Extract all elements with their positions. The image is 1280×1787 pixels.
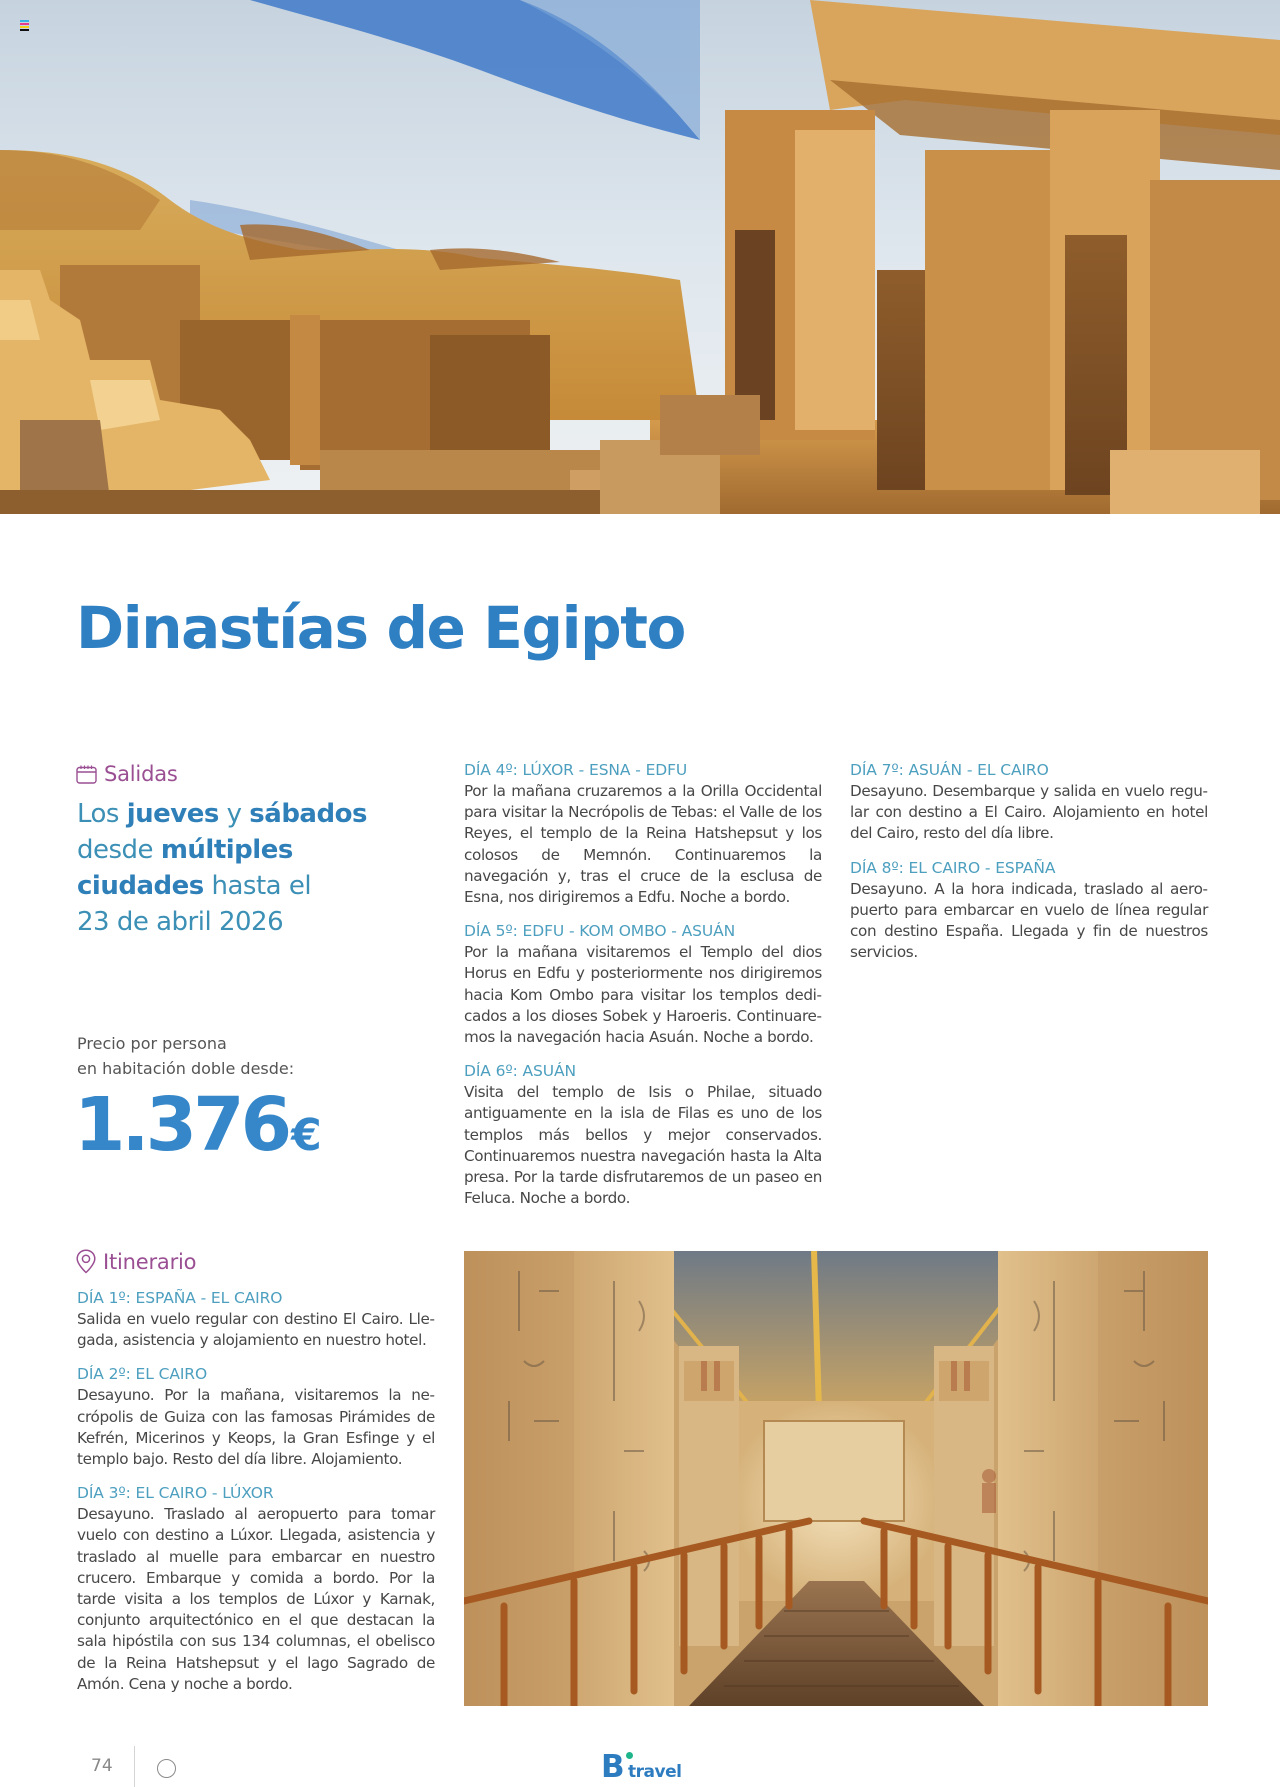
day-title: DÍA 5º: EDFU - KOM OMBO - ASUÁN xyxy=(464,922,736,941)
itinerary-day-4 xyxy=(464,760,822,908)
day-title: DÍA 3º: EL CAIRO - LÚXOR xyxy=(77,1484,274,1503)
day-title: DÍA 7º: ASUÁN - EL CAIRO xyxy=(850,761,1049,779)
itinerary-column-left xyxy=(77,1288,435,1708)
day-title: DÍA 4º: LÚXOR - ESNA - EDFU xyxy=(464,761,688,779)
departures-line-1 xyxy=(77,796,437,832)
print-color-mark-icon xyxy=(20,20,29,29)
itinerary-heading xyxy=(76,1249,196,1274)
departures-end-date: 23 de abril 2026 xyxy=(77,907,284,937)
brand-word: travel xyxy=(628,1762,682,1782)
currency-symbol: € xyxy=(291,1110,322,1161)
text-fragment: y xyxy=(218,799,250,829)
departures-line-3 xyxy=(77,868,437,904)
emphasis-multiple: múltiples xyxy=(160,835,293,865)
departures-heading xyxy=(76,762,178,786)
page-title: Dinastías de Egipto xyxy=(76,594,685,662)
itinerary-label: Itinerario xyxy=(103,1249,197,1274)
itinerary-day-2 xyxy=(77,1364,435,1470)
brand-letter: B xyxy=(601,1749,624,1785)
day-title: DÍA 1º: ESPAÑA - EL CAIRO xyxy=(77,1289,283,1307)
itinerary-day-8 xyxy=(850,858,1208,964)
departure-day-saturday: sábados xyxy=(249,799,367,829)
day-title: DÍA 6º: ASUÁN xyxy=(464,1062,577,1081)
departures-description xyxy=(77,796,437,940)
day-description: Visita del templo de Isis o Philae, situado antiguamente en la isla de Filas es uno de los templos más bellos y mejor conservados. Continuaremos nuestra navegación hasta la Alta presa. Por la tarde disfrutaremos de un paseo en Feluca. Noche a bordo. xyxy=(464,1083,822,1208)
day-description: Desayuno. Por la mañana, visitaremos la necrópolis de Guiza con las famosas Pirámides de Kefrén, Micerinos y Keops, la Gran Esfinge y el templo bajo. Resto del día libre. Alojamiento. xyxy=(77,1386,435,1469)
day-description: Por la mañana visitaremos el Templo del dios Horus en Edfu y posteriormente nos dirigiremos hacia Kom Ombo para visitar los templos dedicados a los dioses Sobek y Haroeris. Continuaremos la navegación hacia Asuán. Noche a bordo. xyxy=(464,943,822,1047)
itinerary-column-middle xyxy=(464,760,822,1222)
day-description: Desayuno. A la hora indicada, traslado al aeropuerto para embarcar en vuelo de línea regular con destino España. Llegada y fin de nuestros servicios. xyxy=(850,879,1208,962)
price-value: 1.376 xyxy=(74,1082,289,1168)
emphasis-cities: ciudades xyxy=(77,871,204,901)
itinerary-column-right xyxy=(850,760,1208,976)
map-pin-icon xyxy=(76,1249,96,1274)
departures-label: Salidas xyxy=(104,762,178,786)
day-description: Salida en vuelo regular con destino El Cairo. Llegada, asistencia y alojamiento en nuestro hotel. xyxy=(77,1310,435,1350)
departures-line-2 xyxy=(77,832,437,868)
calendar-icon xyxy=(76,765,97,784)
footer-divider xyxy=(134,1746,135,1787)
price-label-line-1: Precio por persona xyxy=(77,1034,227,1053)
day-description: Desayuno. Traslado al aeropuerto para tomar vuelo con destino a Lúxor. Llegada, asistencia y traslado al muelle para embarcar en nuestro crucero. Embarque y comida a bordo. Por la tarde visita a los templos de Lúxor y Karnak, conjunto arquitectónico en el que destacan la sala hipóstila con sus 134 columnas, el obelisco de la Reina Hatshepsut y el lago Sagrado de Amón. Cena y noche a bordo. xyxy=(77,1505,435,1693)
price-amount xyxy=(74,1080,322,1181)
itinerary-day-3 xyxy=(77,1483,435,1695)
day-description: Desayuno. Desembarque y salida en vuelo regular con destino a El Cairo. Alojamiento en hotel del Cairo, resto del día libre. xyxy=(850,782,1208,843)
tomb-interior-image xyxy=(464,1251,1208,1706)
itinerary-day-7 xyxy=(850,760,1208,845)
itinerary-day-1 xyxy=(77,1288,435,1351)
tomb-corridor-illustration xyxy=(464,1251,1208,1706)
page-number: 74 xyxy=(91,1756,113,1776)
price-label-line-2: en habitación doble desde: xyxy=(77,1059,295,1078)
text-fragment: hasta el xyxy=(203,871,312,901)
text-fragment: Los xyxy=(77,799,127,829)
day-title: DÍA 2º: EL CAIRO xyxy=(77,1365,208,1384)
brand-dot-icon xyxy=(626,1752,633,1759)
itinerary-day-5 xyxy=(464,921,822,1048)
day-title: DÍA 8º: EL CAIRO - ESPAÑA xyxy=(850,858,1056,877)
itinerary-day-6 xyxy=(464,1061,822,1209)
hero-image xyxy=(0,0,1280,514)
text-fragment: desde xyxy=(77,835,161,865)
circle-icon xyxy=(157,1759,176,1778)
day-description: Por la mañana cruzaremos a la Orilla Occidental para visitar la Necrópolis de Tebas: el Valle de los Reyes, el templo de la Reina Hatshepsut y los colosos de Memnón. Continuaremos la navegación y, tras el cruce de la esclusa de Esna, nos dirigiremos a Edfu. Noche a bordo. xyxy=(464,782,822,907)
temple-ruins-illustration xyxy=(0,0,1280,514)
price-label xyxy=(77,1031,377,1081)
brand-logo xyxy=(601,1750,681,1784)
departure-day-thursday: jueves xyxy=(126,799,219,829)
